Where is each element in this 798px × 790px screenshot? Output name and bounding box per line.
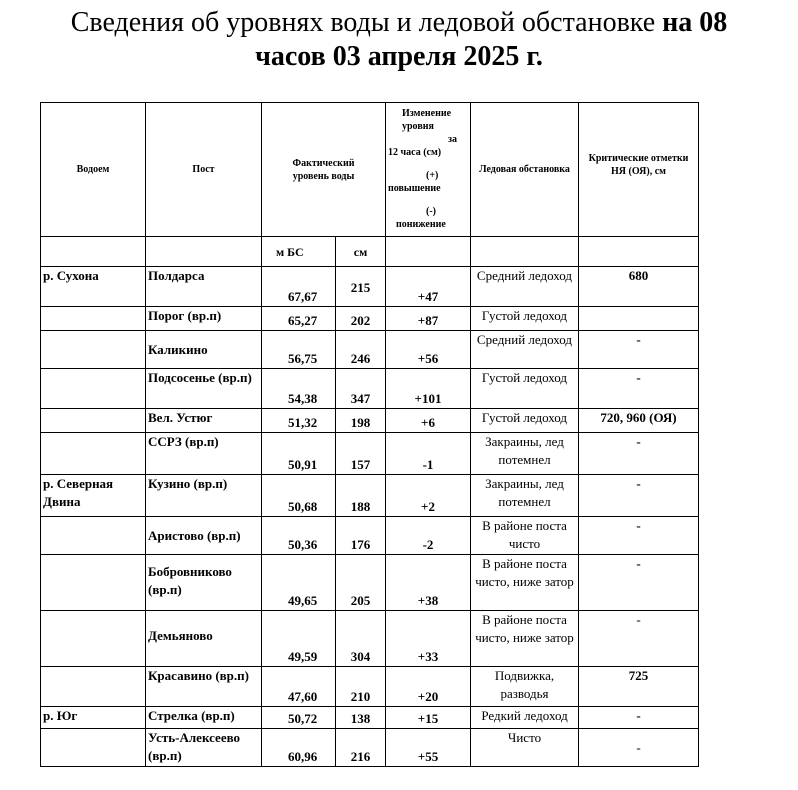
table-row (41, 707, 699, 729)
header-change (386, 103, 471, 237)
critical-cell: - (579, 475, 699, 517)
ice-cell: Чисто (471, 729, 579, 767)
header-critical: Критические отметки НЯ (ОЯ), см (579, 103, 699, 237)
ice-cell: В районе поста чисто (471, 517, 579, 555)
level-cm-cell: 157 (336, 433, 386, 475)
page-title (0, 6, 798, 74)
critical-cell: - (579, 331, 699, 369)
level-m-cell: 49,59 (262, 611, 336, 667)
level-m-cell: 54,38 (262, 369, 336, 409)
table-row (41, 307, 699, 331)
header-change-line-d: (+) (426, 170, 439, 181)
change-cell: +55 (386, 729, 471, 767)
table-row (41, 611, 699, 667)
level-m-cell: 50,72 (262, 707, 336, 729)
change-cell: +56 (386, 331, 471, 369)
post-cell: Стрелка (вр.п) (146, 707, 262, 729)
level-cm-cell: 210 (336, 667, 386, 707)
ice-cell: Редкий ледоход (471, 707, 579, 729)
critical-cell: - (579, 517, 699, 555)
ice-cell: В районе поста чисто, ниже затор (471, 555, 579, 611)
level-cm-cell: 188 (336, 475, 386, 517)
unit-m-bs: м БС (262, 237, 336, 267)
header-change-line-b: за (448, 134, 458, 145)
level-m-cell: 49,65 (262, 555, 336, 611)
header-post: Пост (146, 103, 262, 237)
table-row (41, 517, 699, 555)
level-cm-cell: 198 (336, 409, 386, 433)
post-cell: Полдарса (146, 267, 262, 307)
ice-cell: Закраины, лед потемнел (471, 433, 579, 475)
units-empty-3 (386, 237, 471, 267)
critical-cell (579, 307, 699, 331)
critical-cell: - (579, 707, 699, 729)
header-water-body: Водоем (41, 103, 146, 237)
level-m-cell: 50,91 (262, 433, 336, 475)
header-actual-level: Фактический уровень воды (262, 103, 386, 237)
table-row (41, 409, 699, 433)
ice-cell: Средний ледоход (471, 331, 579, 369)
water-body-cell (41, 729, 146, 767)
water-body-cell (41, 433, 146, 475)
level-m-cell: 50,68 (262, 475, 336, 517)
level-cm-cell: 304 (336, 611, 386, 667)
critical-cell: 720, 960 (ОЯ) (579, 409, 699, 433)
title-line-1-regular: Сведения об уровнях воды и ледовой обстановке (70, 7, 663, 38)
units-empty-1 (41, 237, 146, 267)
critical-cell: - (579, 611, 699, 667)
table-row (41, 555, 699, 611)
level-cm-cell: 215 (336, 267, 386, 307)
level-cm-cell: 246 (336, 331, 386, 369)
table-row (41, 267, 699, 307)
critical-cell: - (579, 433, 699, 475)
change-cell: +20 (386, 667, 471, 707)
title-line-1 (0, 6, 798, 40)
ice-cell: Густой ледоход (471, 409, 579, 433)
ice-cell: Подвижка, разводья (471, 667, 579, 707)
ice-cell: Закраины, лед потемнел (471, 475, 579, 517)
water-body-cell: р. Сухона (41, 267, 146, 307)
post-cell: Аристово (вр.п) (146, 517, 262, 555)
header-change-line-a: Изменение уровня (402, 108, 452, 132)
post-cell: Подсосенье (вр.п) (146, 369, 262, 409)
table-row (41, 433, 699, 475)
change-cell: +47 (386, 267, 471, 307)
water-body-cell (41, 667, 146, 707)
post-cell: ССРЗ (вр.п) (146, 433, 262, 475)
title-line-2-bold: часов 03 апреля 2025 г. (255, 41, 543, 72)
table-row (41, 667, 699, 707)
header-ice: Ледовая обстановка (471, 103, 579, 237)
water-body-cell (41, 611, 146, 667)
units-row (41, 237, 699, 267)
unit-cm: см (336, 237, 386, 267)
ice-cell: Густой ледоход (471, 307, 579, 331)
header-change-line-e: повышение (388, 183, 441, 194)
table-row (41, 475, 699, 517)
level-cm-cell: 347 (336, 369, 386, 409)
header-change-line-f: (-) (426, 206, 436, 217)
level-m-cell: 60,96 (262, 729, 336, 767)
water-body-cell (41, 517, 146, 555)
ice-cell: Средний ледоход (471, 267, 579, 307)
water-body-cell (41, 369, 146, 409)
table-row (41, 331, 699, 369)
critical-cell: - (579, 555, 699, 611)
level-cm-cell: 205 (336, 555, 386, 611)
level-m-cell: 67,67 (262, 267, 336, 307)
units-empty-2 (146, 237, 262, 267)
change-cell: +2 (386, 475, 471, 517)
post-cell: Бобровниково (вр.п) (146, 555, 262, 611)
change-cell: +33 (386, 611, 471, 667)
post-cell: Кузино (вр.п) (146, 475, 262, 517)
ice-cell: Густой ледоход (471, 369, 579, 409)
water-level-table (40, 102, 699, 767)
header-change-line-c: 12 часа (см) (388, 147, 442, 158)
water-body-cell (41, 555, 146, 611)
title-line-2 (0, 40, 798, 74)
critical-cell: 725 (579, 667, 699, 707)
post-cell: Усть-Алексеево (вр.п) (146, 729, 262, 767)
post-cell: Вел. Устюг (146, 409, 262, 433)
level-cm-cell: 202 (336, 307, 386, 331)
table-row (41, 729, 699, 767)
level-m-cell: 65,27 (262, 307, 336, 331)
water-body-cell (41, 307, 146, 331)
table-row (41, 369, 699, 409)
post-cell: Порог (вр.п) (146, 307, 262, 331)
water-body-cell: р. Юг (41, 707, 146, 729)
change-cell: -1 (386, 433, 471, 475)
level-cm-cell: 138 (336, 707, 386, 729)
change-cell: -2 (386, 517, 471, 555)
post-cell: Каликино (146, 331, 262, 369)
change-cell: +38 (386, 555, 471, 611)
water-body-cell (41, 331, 146, 369)
units-empty-4 (471, 237, 579, 267)
change-cell: +6 (386, 409, 471, 433)
header-row (41, 103, 699, 237)
level-cm-cell: 176 (336, 517, 386, 555)
level-m-cell: 50,36 (262, 517, 336, 555)
water-body-cell (41, 409, 146, 433)
title-line-1-bold: на 08 (662, 7, 728, 38)
units-empty-5 (579, 237, 699, 267)
change-cell: +15 (386, 707, 471, 729)
change-cell: +87 (386, 307, 471, 331)
post-cell: Демьяново (146, 611, 262, 667)
change-cell: +101 (386, 369, 471, 409)
level-m-cell: 47,60 (262, 667, 336, 707)
ice-cell: В районе поста чисто, ниже затор (471, 611, 579, 667)
post-cell: Красавино (вр.п) (146, 667, 262, 707)
critical-cell: 680 (579, 267, 699, 307)
level-m-cell: 56,75 (262, 331, 336, 369)
level-m-cell: 51,32 (262, 409, 336, 433)
critical-cell: - (579, 369, 699, 409)
critical-cell: - (579, 729, 699, 767)
header-change-line-g: понижение (396, 219, 446, 230)
water-body-cell: р. Северная Двина (41, 475, 146, 517)
level-cm-cell: 216 (336, 729, 386, 767)
